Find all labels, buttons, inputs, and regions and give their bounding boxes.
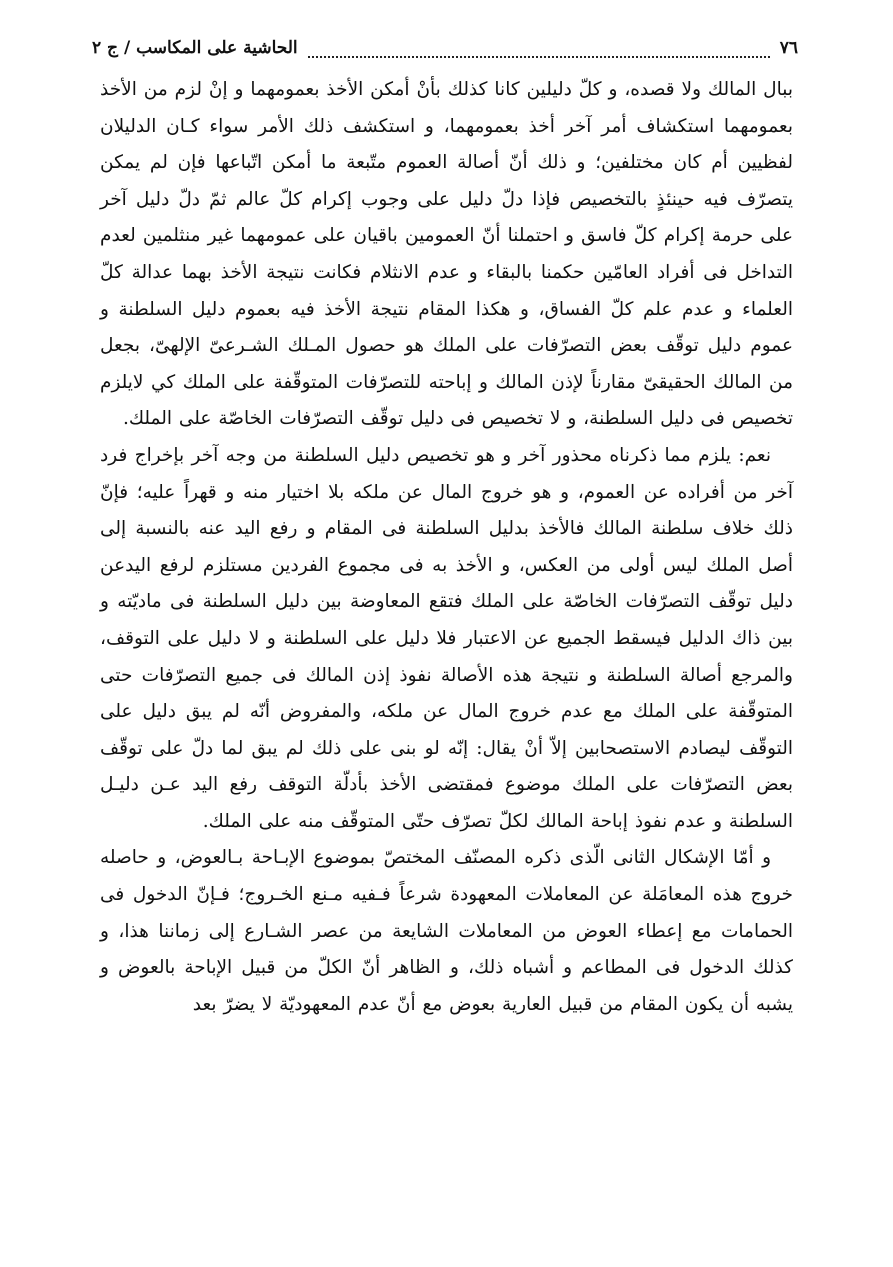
paragraph-3: و أمّا الإشكال الثانى الّذى ذكره المصنّف المختصّ بموضوع الإبـاحة بـالعوض، و حاصله خروج هذه المعامَلة عن المعاملات المعهودة شرعاً فـفيه مـنع الخـروج؛ فـإنّ الدخول فى الحمامات مع إعطاء العوض من المعاملات الشايعة من عصر الشـارع إلى زماننا هذا، و كذلك الدخول فى المطاعم و أشباه ذلك، و الظاهر أنّ الكلّ من قبيل الإباحة بالعوض و يشبه أن يكون المقام من قبيل العارية بعوض مع أنّ عدم المعهوديّة لا يضرّ بعد (100, 847, 793, 1015)
page-header (92, 28, 798, 68)
paragraph-1: ببال المالك ولا قصده، و كلّ دليلين كانا كذلك بأنْ أمكن الأخذ بعمومهما و إنْ لزم من الأخذ بعمومهما استكشاف أمر آخر أخذ بعمومهما، و استكشف ذلك الأمر سواء كـان الدليلان لفظيين أم كان مختلفين؛ و ذلك أنّ أصالة العموم متّبعة ما أمكن اتّباعها فإن لم يمكن يتصرّف فيه حينئذٍ بالتخصيص فإذا دلّ دليل على وجوب إكرام كلّ عالم ثمّ دلّ دليل آخر على حرمة إكرام كلّ فاسق و احتملنا أنّ العمومين باقيان على عمومهما غير منثلمين لعدم التداخل فى أفراد العامّين حكمنا بالبقاء و عدم الانثلام فكانت نتيجة الأخذ بهما عدالة كلّ العلماء و عدم علم كلّ الفساق، و هكذا المقام نتيجة الأخذ فيه بعموم دليل السلطنة و عموم دليل توقّف بعض التصرّفات على الملك هو حصول المـلك الشـرعىّ الإلهىّ، بجعل من المالك الحقيقىّ مقارناً لإذن المالك و إباحته للتصرّفات المتوقّفة على الملك كي لايلزم تخصيص فى دليل السلطنة، و لا تخصيص فى دليل توقّف التصرّفات الخاصّة على الملك. (100, 79, 793, 430)
running-title: الحاشية على المكاسب / ج ٢ (92, 38, 298, 58)
body-text (100, 72, 793, 1023)
paragraph-2: نعم: يلزم مما ذكرناه محذور آخر و هو تخصيص دليل السلطنة من وجه آخر بإخراج فرد آخر من أفراده عن العموم، و هو خروج المال عن ملكه بلا اختيار منه و قهراً عليه؛ فإنّ ذلك خلاف سلطنة المالك فالأخذ بدليل السلطنة فى المقام و رفع اليد عنه بالنسبة إلى أصل الملك ليس أولى من العكس، و الأخذ به فى مجموع الفردين مستلزم لرفع اليدعن دليل توقّف التصرّفات الخاصّة على الملك فتقع المعاوضة بين دليل السلطنة فى ماديّته و بين ذاك الدليل فيسقط الجميع عن الاعتبار فلا دليل على السلطنة و لا دليل على التوقف، والمرجع أصالة السلطنة و نتيجة هذه الأصالة نفوذ إذن المالك فى جميع التصرّفات حتى المتوقّفة على الملك مع عدم خروج المال عن ملكه، والمفروض أنّه لم يبق دليل على التوقّف ليصادم الاستصحابين إلاّ أنْ يقال: إنّه لو بنى على ذلك لم يبق لما دلّ على توقّف بعض التصرّفات على الملك موضوع فمقتضى الأخذ بأدلّة التوقف رفع اليد عـن دليـل السلطنة و عدم نفوذ إباحة المالك لكلّ تصرّف حتّى المتوقّف منه على الملك. (100, 444, 793, 832)
page-number: ٧٦ (779, 38, 798, 58)
header-dotted-leader (308, 55, 770, 58)
